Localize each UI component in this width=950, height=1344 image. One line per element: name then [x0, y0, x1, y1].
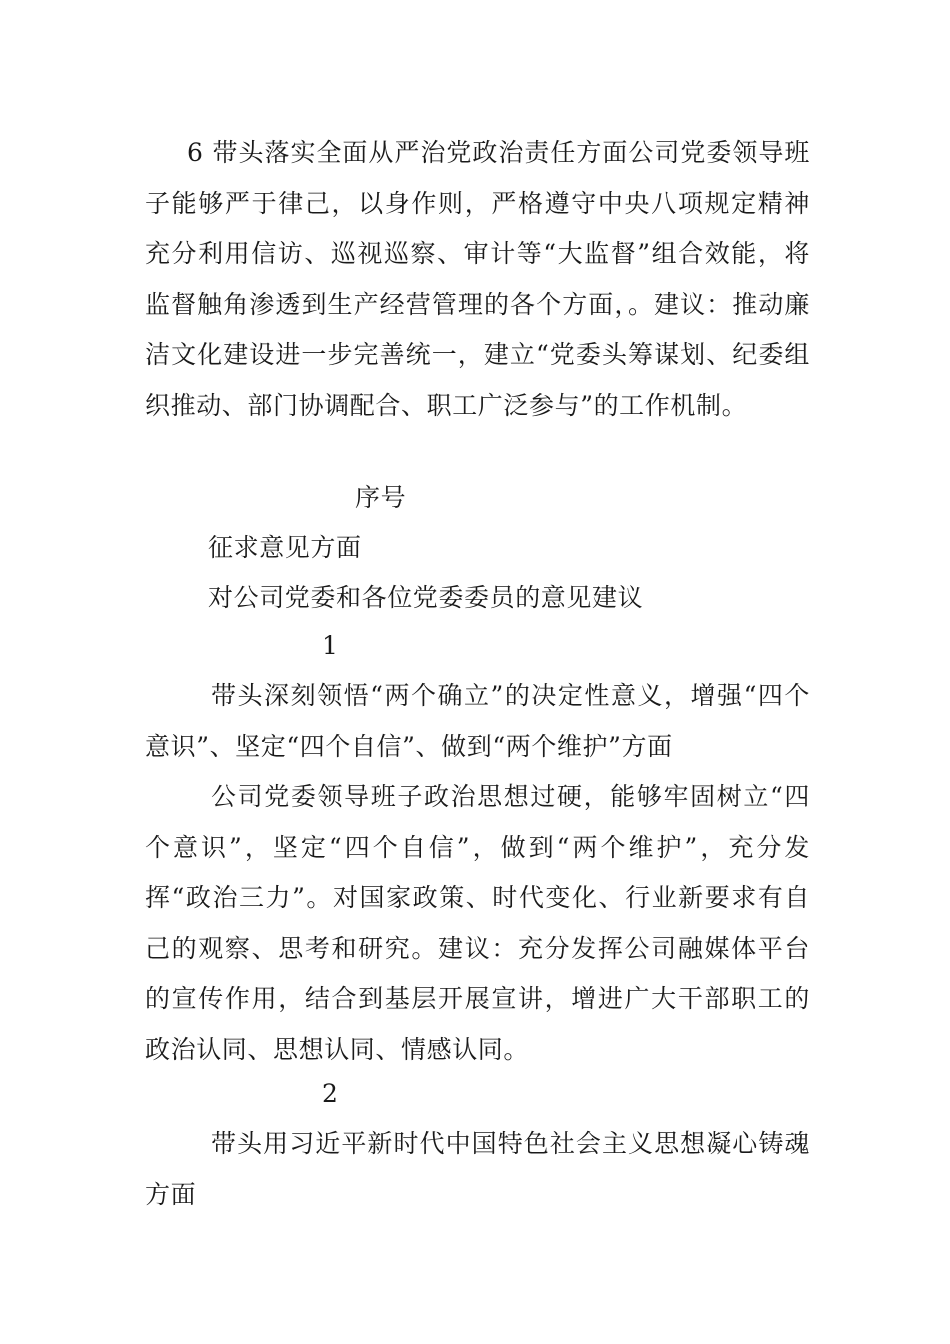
row-2-aspect: 带头用习近平新时代中国特色社会主义思想凝心铸魂方面 [145, 1129, 810, 1209]
paragraph-item-6: 6 带头落实全面从严治党政治责任方面公司党委领导班子能够严于律己，以身作则，严格遵守中央八项规定精神充分利用信访、巡视巡察、审计等“大监督”组合效能，将监督触角渗透到生产经营管理的各个方面，。建议：推动廉洁文化建设进一步完善统一，建立“党委头筹谋划、纪委组织推动、部门协调配合、职工广泛参与”的工作机制。 [145, 138, 810, 420]
row-2-number: 2 [322, 1079, 339, 1108]
table-header-aspect: 征求意见方面 [208, 533, 362, 562]
row-1-number: 1 [322, 631, 339, 660]
row-1-suggestion: 公司党委领导班子政治思想过硬，能够牢固树立“四个意识”，坚定“四个自信”，做到“两个维护”，充分发挥“政治三力”。对国家政策、时代变化、行业新要求有自己的观察、思考和研究。建议：充分发挥公司融媒体平台的宣传作用，结合到基层开展宣讲，增进广大干部职工的政治认同、思想认同、情感认同。 [145, 782, 810, 1064]
row-1-aspect: 带头深刻领悟“两个确立”的决定性意义，增强“四个意识”、坚定“四个自信”、做到“两个维护”方面 [145, 681, 810, 761]
table-header-suggestion: 对公司党委和各位党委委员的意见建议 [208, 583, 644, 612]
table-header-number: 序号 [355, 483, 407, 512]
